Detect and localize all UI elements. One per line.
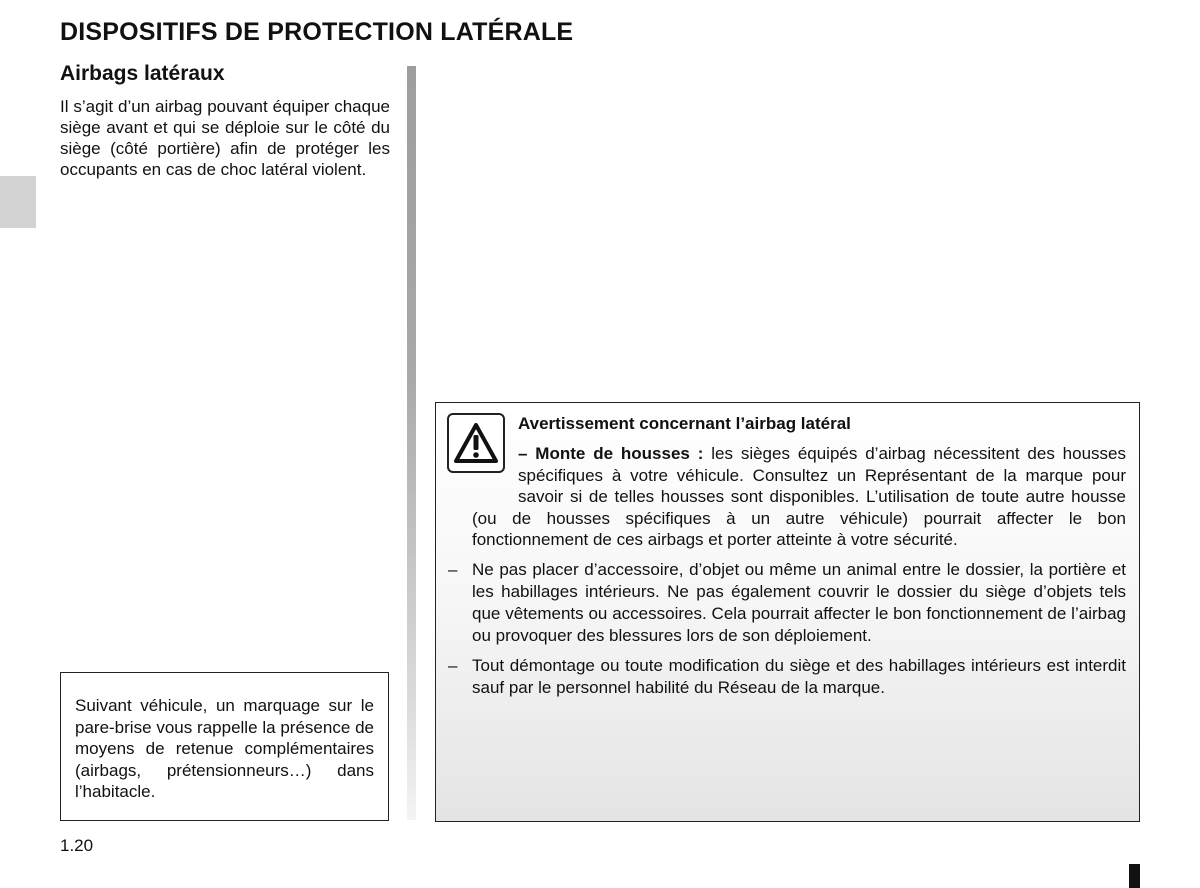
warning-box [435,402,1140,822]
page-title: DISPOSITIFS DE PROTECTION LATÉRALE [60,18,574,46]
warning-first-paragraph [472,443,1126,551]
chapter-tab [0,176,36,228]
icon-spacer [472,443,518,507]
intro-paragraph: Il s’agit d’un airbag pouvant équiper chaque siège avant et qui se déploie sur le côté du siège (côté portière) afin de protéger les occupants en cas de choc latéral violent. [60,97,390,179]
list-item-text: Ne pas placer d’accessoire, d’objet ou même un animal entre le dossier, la portière et les habillages intérieurs. Ne pas également couvrir le dossier du siège d’objets tels que vêtements ou accessoires. Cela pourrait affecter le bon fonctionnement de l’airbag ou provoquer des blessures lors de son déploiement. [472,560,1126,645]
list-item-text: Tout démontage ou toute modification du siège et des habillages intérieurs est interdit sauf par le personnel habilité du Réseau de la marque. [472,656,1126,697]
warning-first-lead: – Monte de housses : [518,444,704,463]
section-title: Airbags latéraux [60,62,225,85]
warning-list [446,559,1126,707]
bullet-dash: – [448,656,458,675]
warning-first-text: les sièges équipés d’airbag nécessitent des housses spécifiques à votre véhicule. Consultez un Représentant de la marque pour savoir si de telles housses sont disponibles. L’utilisation de toute autre housse (ou de housses spécifiques à un autre véhicule) pourrait affecter le bon fonctionnement de ces airbags et porter atteinte à votre sécurité. [472,444,1126,549]
bullet-dash: – [448,560,458,579]
list-item [446,655,1126,699]
warning-heading: Avertissement concernant l’airbag latéral [518,414,851,433]
page-number: 1.20 [60,836,94,855]
page-corner-mark [1129,864,1140,888]
note-box [60,672,389,821]
note-text: Suivant véhicule, un marquage sur le pare-brise vous rappelle la présence de moyens de retenue complémentaires (airbags, prétensionneurs…) dans l’habitacle. [75,696,374,801]
list-item [446,559,1126,647]
column-divider [407,66,416,820]
